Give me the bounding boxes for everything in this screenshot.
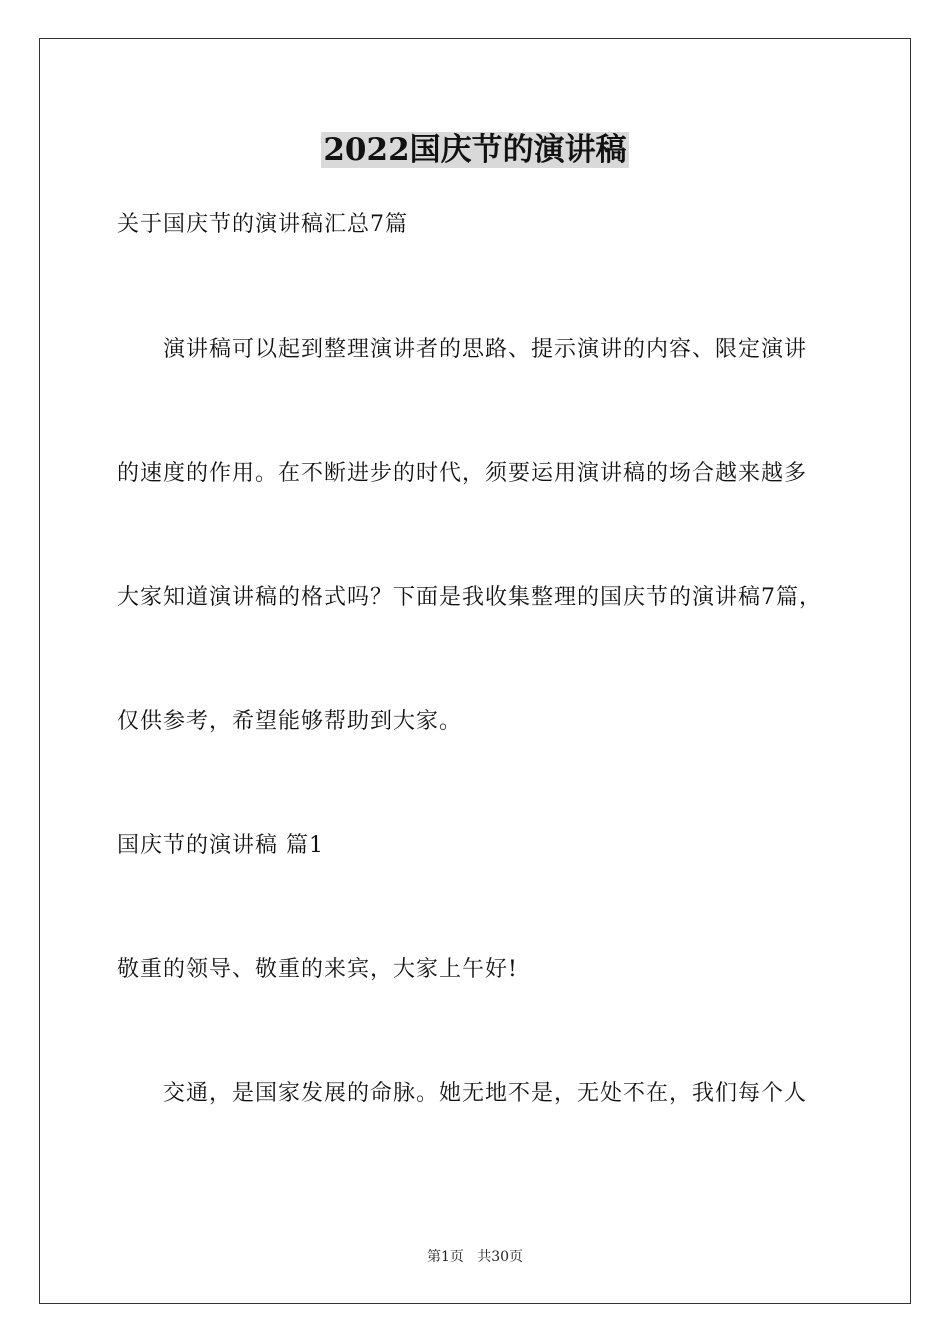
summary-line: 关于国庆节的演讲稿汇总7篇	[117, 212, 408, 237]
section-heading: 国庆节的演讲稿 篇1	[117, 833, 324, 858]
page-footer: 第1页 共30页	[426, 1249, 524, 1265]
paragraph-line: 的速度的作用。在不断进步的时代，须要运用演讲稿的场合越来越多	[117, 461, 808, 486]
paragraph-line: 仅供参考，希望能够帮助到大家。	[117, 709, 463, 734]
paragraph-line: 大家知道演讲稿的格式吗？下面是我收集整理的国庆节的演讲稿7篇，	[117, 585, 822, 610]
document-title	[0, 128, 950, 172]
greeting-line: 敬重的领导、敬重的来宾，大家上午好!	[117, 957, 518, 982]
document-title-text: 2022国庆节的演讲稿	[323, 132, 627, 168]
paragraph-line: 演讲稿可以起到整理演讲者的思路、提示演讲的内容、限定演讲	[163, 337, 808, 362]
paragraph-line: 交通，是国家发展的命脉。她无地不是，无处不在，我们每个人	[163, 1081, 808, 1106]
